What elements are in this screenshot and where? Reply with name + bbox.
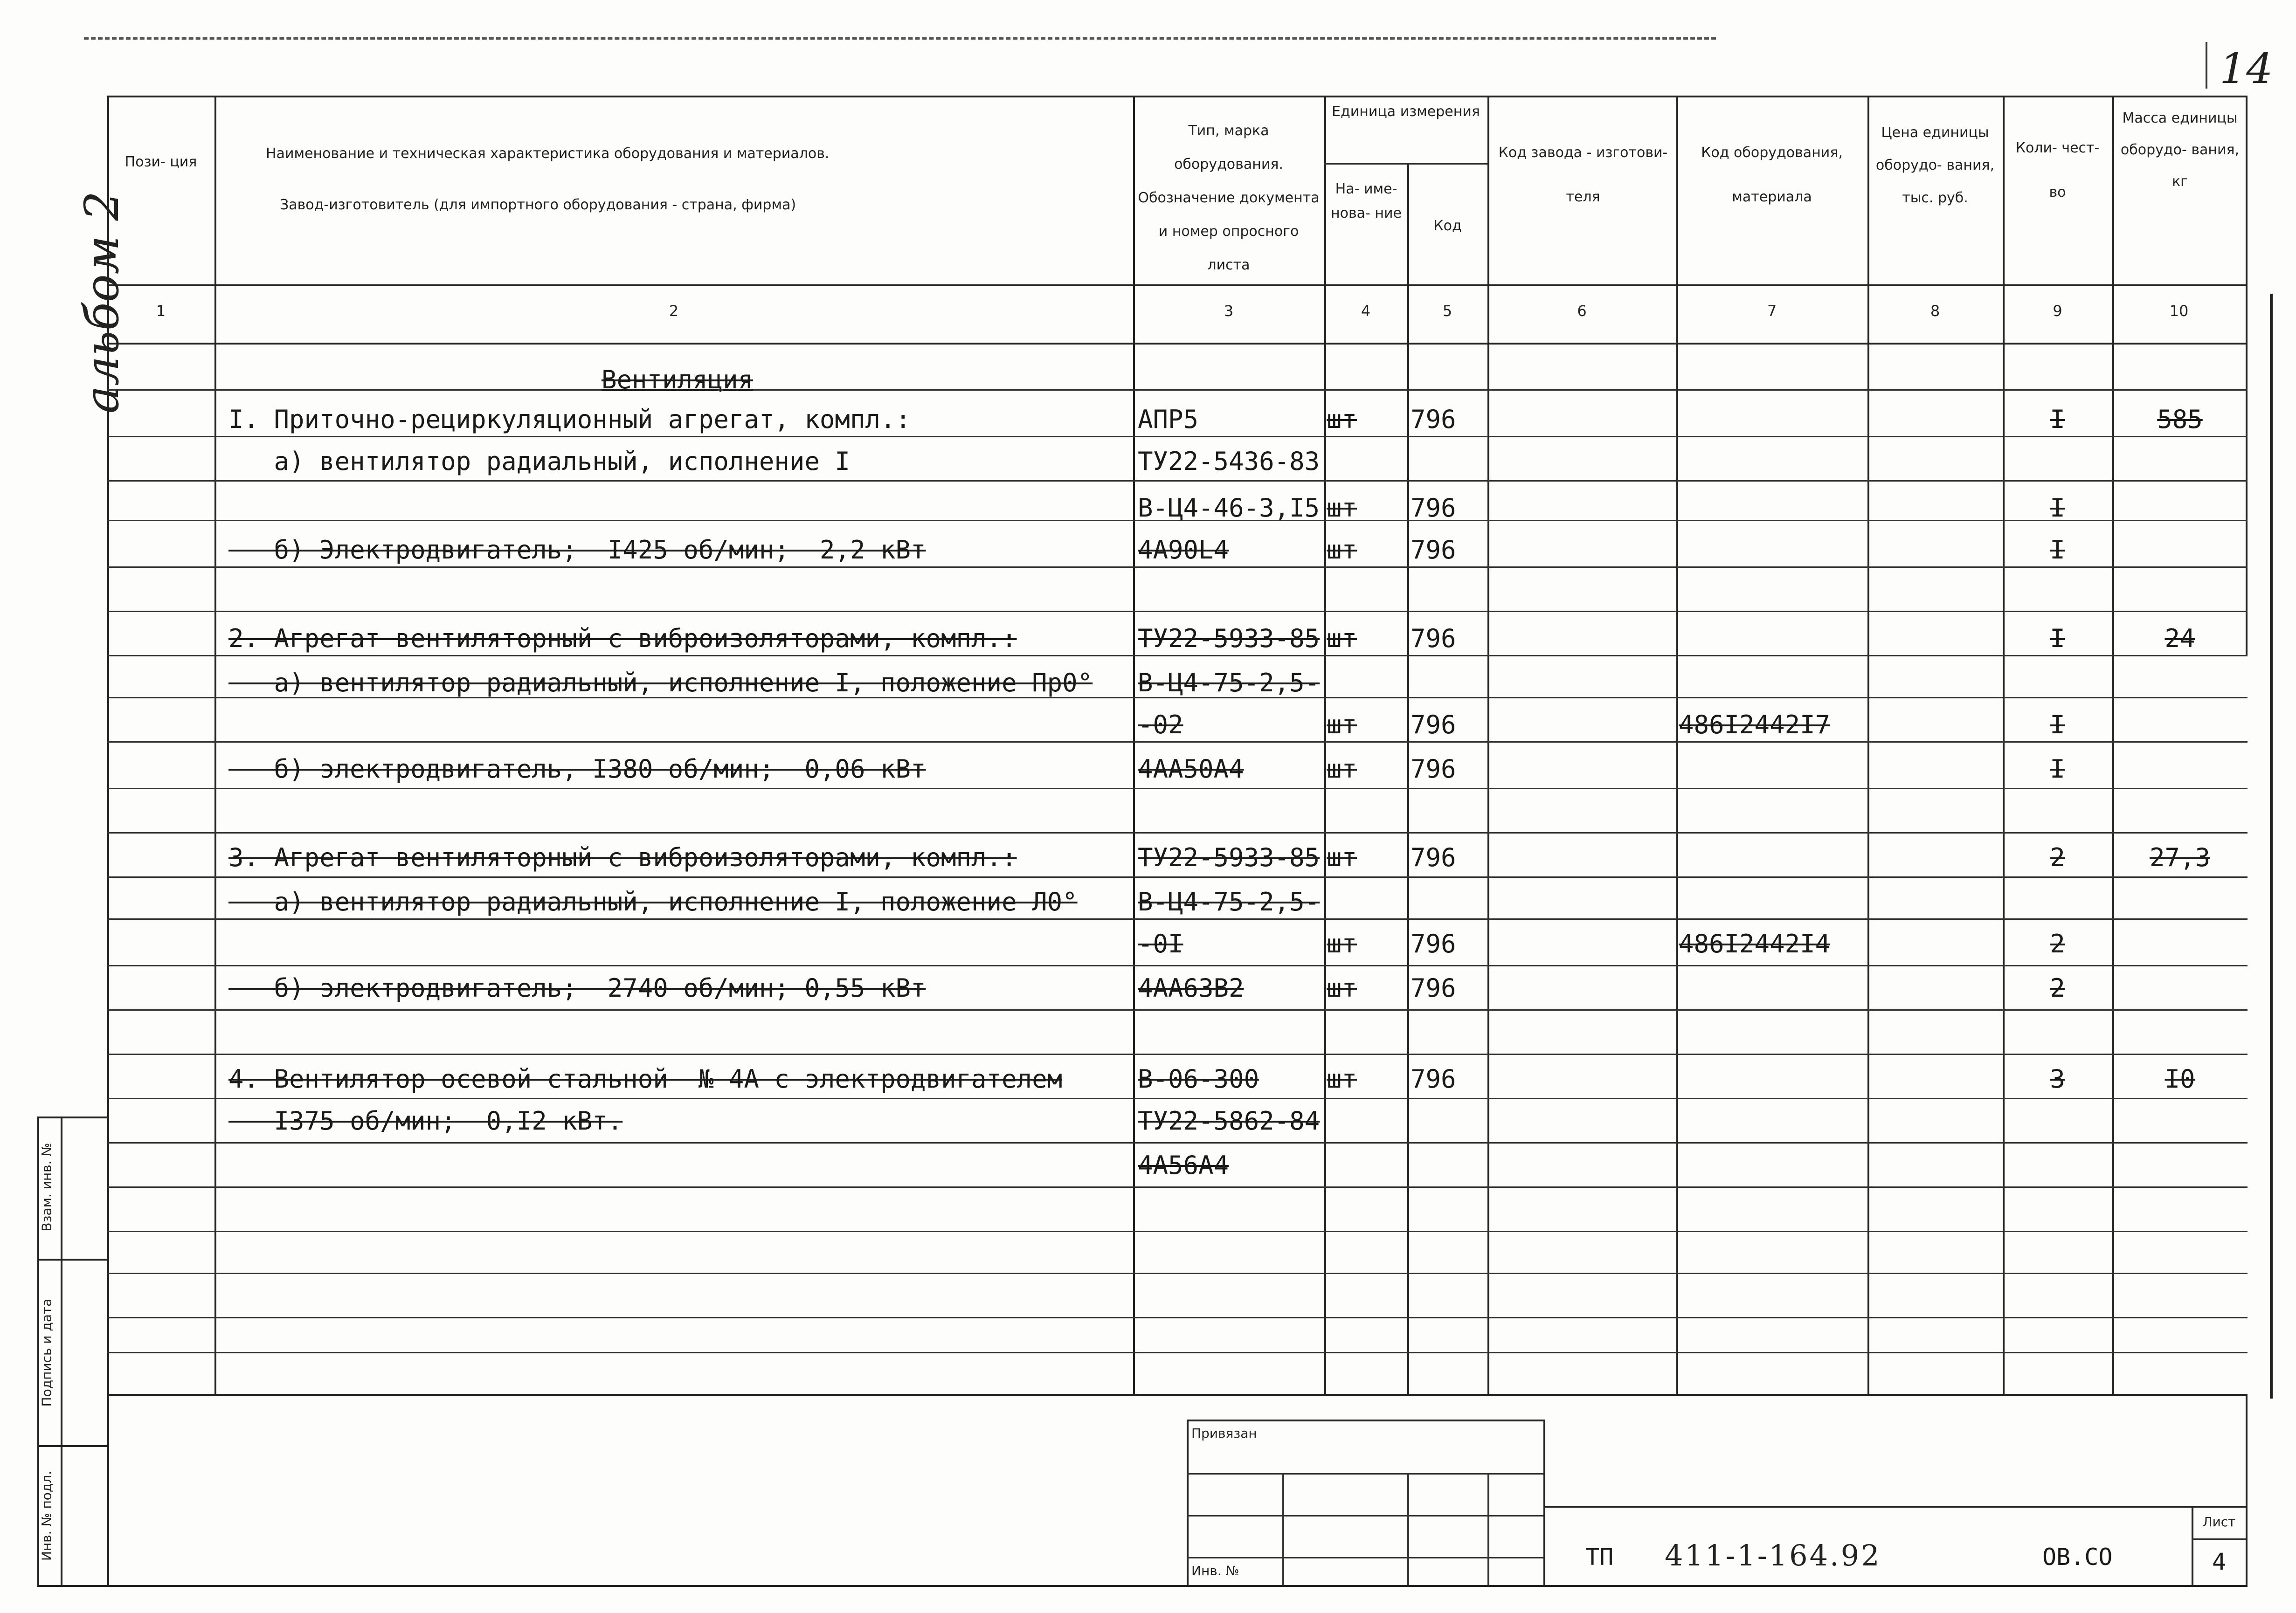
row-type: В-Ц4-75-2,5-	[1138, 668, 1320, 697]
row-type: В-Ц4-75-2,5-	[1138, 887, 1320, 917]
handwritten-sheet-number: 14	[2220, 44, 2273, 93]
header-mass: Масса единицы оборудо- вания, кг	[2120, 110, 2240, 190]
header-type: Тип, марка оборудования. Обозначение документа и номер опросного листа	[1138, 123, 1320, 273]
section-title: Вентиляция	[602, 365, 754, 394]
row-unit-code: 796	[1411, 710, 1456, 739]
row-mass: 27,3	[2149, 843, 2211, 872]
row-description: б) электродвигатель; 2740 об/мин; 0,55 кВт	[228, 973, 926, 1003]
row-type: 4АА63В2	[1138, 973, 1244, 1003]
row-type: В-06-300	[1138, 1064, 1259, 1094]
header-name-line2: Завод-изготовитель (для импортного оборудования - страна, фирма)	[280, 197, 796, 213]
row-unit-name: шт	[1327, 624, 1357, 653]
row-unit-code: 796	[1411, 973, 1456, 1003]
row-unit-code: 796	[1411, 405, 1456, 434]
row-quantity: I	[2050, 405, 2065, 434]
row-description: I. Приточно-рециркуляционный агрегат, компл.:	[228, 405, 911, 434]
corner-tick	[2206, 42, 2207, 89]
row-unit-name: шт	[1327, 493, 1357, 523]
row-quantity: 3	[2050, 1064, 2065, 1094]
row-unit-name: шт	[1327, 535, 1357, 565]
col-number-6: 6	[1577, 302, 1587, 320]
row-description: а) вентилятор радиальный, исполнение I, положение Пр0°	[228, 668, 1093, 697]
col-number-9: 9	[2053, 302, 2062, 320]
row-type: ТУ22-5862-84	[1138, 1106, 1320, 1136]
col-number-7: 7	[1767, 302, 1777, 320]
stamp-doc-code: ОВ.СО	[2042, 1544, 2113, 1571]
row-description: а) вентилятор радиальный, исполнение I, положение Л0°	[228, 887, 1078, 917]
row-unit-code: 796	[1411, 843, 1456, 872]
header-unit-group: Единица измерения	[1332, 103, 1480, 120]
stamp-doc-prefix: ТП	[1585, 1544, 1614, 1571]
row-equipment-code: 486I2442I7	[1679, 710, 1831, 739]
side-label-signature-date: Подпись и дата	[39, 1298, 55, 1407]
row-quantity: I	[2050, 493, 2065, 523]
row-unit-name: шт	[1327, 754, 1357, 784]
row-unit-name: шт	[1327, 405, 1357, 434]
row-type: АПР5	[1138, 405, 1199, 434]
row-type: ТУ22-5933-85	[1138, 624, 1320, 653]
row-type: 4АА50А4	[1138, 754, 1244, 784]
side-label-original-inv: Инв. № подл.	[39, 1470, 55, 1561]
row-unit-code: 796	[1411, 1064, 1456, 1094]
row-description: 4. Вентилятор осевой стальной № 4А с электродвигателем	[228, 1064, 1063, 1094]
top-dashed-line	[84, 37, 1716, 40]
row-quantity: I	[2050, 710, 2065, 739]
col-number-10: 10	[2169, 302, 2189, 320]
row-description: I375 об/мин; 0,I2 кВт.	[228, 1106, 623, 1136]
stamp-sheet-value: 4	[2212, 1548, 2227, 1575]
row-unit-name: шт	[1327, 843, 1357, 872]
row-quantity: 2	[2050, 973, 2065, 1003]
row-type: -0I	[1138, 929, 1183, 958]
header-price: Цена единицы оборудо- вания, тыс. руб.	[1875, 124, 1995, 206]
header-name-line1: Наименование и техническая характеристика оборудования и материалов.	[266, 145, 830, 162]
col-number-8: 8	[1930, 302, 1940, 320]
row-type: 4А90L4	[1138, 535, 1229, 565]
side-label-replaced-inv: Взам. инв. №	[39, 1143, 55, 1232]
row-quantity: 2	[2050, 843, 2065, 872]
row-description: б) Электродвигатель; I425 об/мин; 2,2 кВт	[228, 535, 926, 565]
row-description: б) электродвигатель, I380 об/мин; 0,06 кВт	[228, 754, 926, 784]
header-quantity: Коли- чест- во	[2015, 140, 2100, 200]
stamp-doc-number: 411-1-164.92	[1665, 1538, 1881, 1572]
row-description: а) вентилятор радиальный, исполнение I	[228, 447, 850, 476]
header-unit-code: Код	[1433, 218, 1462, 234]
col-number-5: 5	[1442, 302, 1452, 320]
row-type: 4А56А4	[1138, 1151, 1229, 1180]
row-type: В-Ц4-46-3,I5	[1138, 493, 1320, 523]
header-maker-code: Код завода - изготови- теля	[1498, 145, 1668, 205]
row-type: ТУ22-5436-83	[1138, 447, 1320, 476]
col-number-1: 1	[156, 302, 166, 320]
col-number-3: 3	[1224, 302, 1234, 320]
row-quantity: I	[2050, 535, 2065, 565]
col-number-4: 4	[1361, 302, 1371, 320]
header-unit-name: На- име- нова- ние	[1331, 181, 1402, 221]
stamp-inv-no: Инв. №	[1191, 1563, 1239, 1579]
row-description: 2. Агрегат вентиляторный с виброизоляторами, компл.:	[228, 624, 1017, 653]
margin-note: альбом 2	[75, 191, 130, 414]
row-unit-code: 796	[1411, 754, 1456, 784]
row-unit-name: шт	[1327, 973, 1357, 1003]
row-unit-code: 796	[1411, 535, 1456, 565]
header-equipment-code: Код оборудования, материала	[1701, 145, 1843, 205]
row-type: -02	[1138, 710, 1183, 739]
row-type: ТУ22-5933-85	[1138, 843, 1320, 872]
row-unit-name: шт	[1327, 710, 1357, 739]
row-quantity: 2	[2050, 929, 2065, 958]
row-unit-code: 796	[1411, 929, 1456, 958]
row-mass: I0	[2165, 1064, 2195, 1094]
row-unit-name: шт	[1327, 1064, 1357, 1094]
stamp-privyazan: Привязан	[1191, 1426, 1257, 1441]
row-equipment-code: 486I2442I4	[1679, 929, 1831, 958]
row-mass: 585	[2157, 405, 2203, 434]
row-unit-code: 796	[1411, 624, 1456, 653]
row-unit-name: шт	[1327, 929, 1357, 958]
header-position: Пози- ция	[124, 154, 197, 170]
col-number-2: 2	[669, 302, 679, 320]
row-quantity: I	[2050, 754, 2065, 784]
row-quantity: I	[2050, 624, 2065, 653]
stamp-sheet-label: Лист	[2202, 1514, 2236, 1530]
row-description: 3. Агрегат вентиляторный с виброизоляторами, компл.:	[228, 843, 1017, 872]
row-mass: 24	[2165, 624, 2195, 653]
row-unit-code: 796	[1411, 493, 1456, 523]
